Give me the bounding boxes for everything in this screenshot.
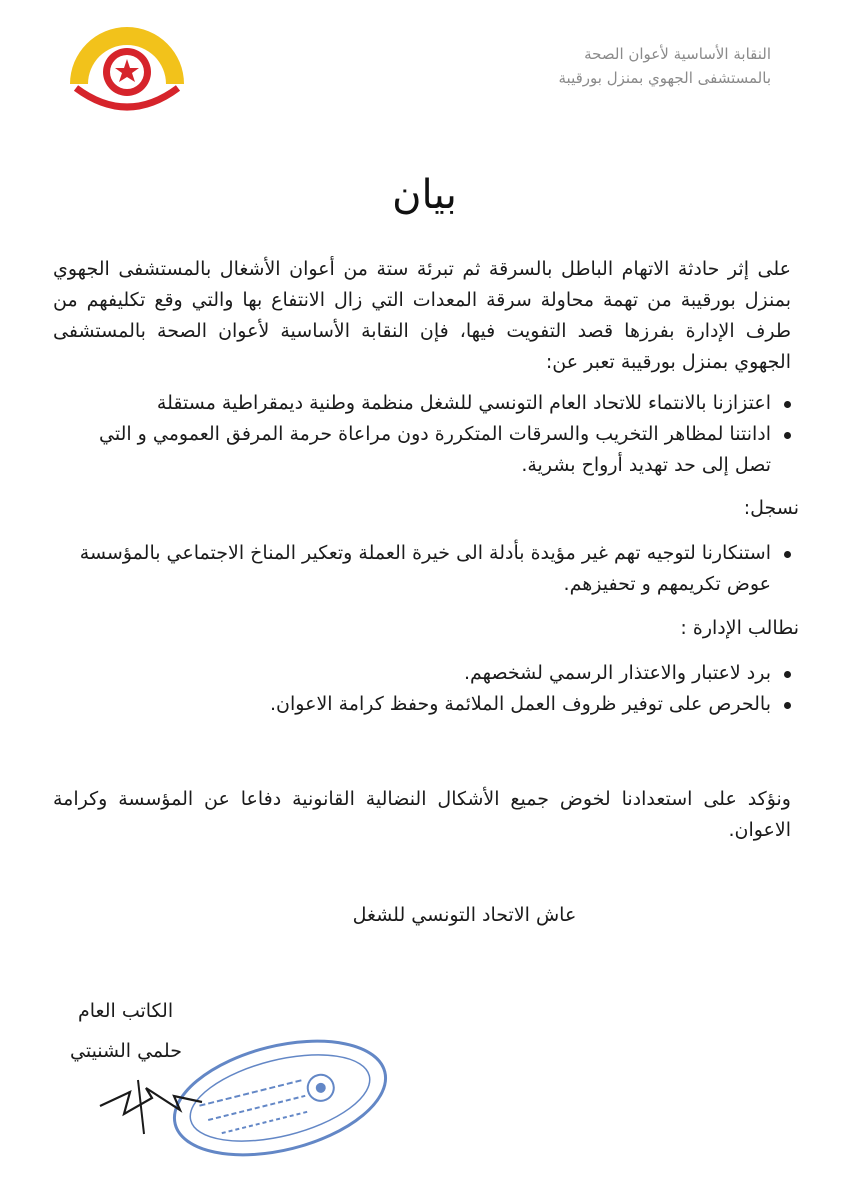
ugtt-logo xyxy=(62,22,192,114)
demand-list xyxy=(71,658,791,720)
closing-paragraph: ونؤكد على استعدادنا لخوض جميع الأشكال النضالية القانونية دفاعا عن المؤسسة وكرامة الاعوان. xyxy=(53,788,791,841)
header-line-2: بالمستشفى الجهوي بمنزل بورقيبة xyxy=(558,69,771,87)
document-title: بيان xyxy=(392,172,457,218)
record-label: نسجل: xyxy=(743,497,799,519)
list-item-text: ادانتنا لمظاهر التخريب والسرقات المتكررة دون مراعاة حرمة المرفق العمومي و التي تصل إلى حد تهديد أرواح بشرية. xyxy=(99,423,771,476)
header-line-1: النقابة الأساسية لأعوان الصحة xyxy=(584,45,771,63)
list-item-text: استنكارنا لتوجيه تهم غير مؤيدة بأدلة الى خيرة العملة وتعكير المناخ الاجتماعي بالمؤسسة عوض تكريمهم و تحفيزهم. xyxy=(79,542,771,595)
list-item xyxy=(71,689,791,720)
list-item xyxy=(71,419,791,481)
list-item xyxy=(71,538,791,600)
signatory-title: الكاتب العام xyxy=(78,1000,174,1022)
list-item xyxy=(71,658,791,689)
record-list xyxy=(71,538,791,600)
list-item xyxy=(71,388,791,419)
official-stamp xyxy=(90,1018,390,1168)
slogan: عاش الاتحاد التونسي للشغل xyxy=(352,904,577,926)
signatory-name: حلمي الشنيتي xyxy=(70,1040,182,1062)
intro-paragraph: على إثر حادثة الاتهام الباطل بالسرقة ثم تبرئة ستة من أعوان الأشغال بالمستشفى الجهوي بمنزل بورقيبة من تهمة محاولة سرقة المعدات التي زال الانتفاع بها والتي وقع تكليفهم من طرف الإدارة بفرزها قصد التفويت فيها، فإن النقابة الأساسية لأعوان الصحة بالمستشفى الجهوي بمنزل بورقيبة تعبر عن: xyxy=(53,258,791,373)
list-item-text: اعتزازنا بالانتماء للاتحاد العام التونسي للشغل منظمة وطنية ديمقراطية مستقلة xyxy=(156,392,771,414)
list-item-text: بالحرص على توفير ظروف العمل الملائمة وحفظ كرامة الاعوان. xyxy=(270,693,771,715)
union-header xyxy=(559,42,771,90)
list-item-text: برد لاعتبار والاعتذار الرسمي لشخصهم. xyxy=(464,662,771,684)
demand-label: نطالب الإدارة : xyxy=(680,617,799,639)
express-list xyxy=(71,388,791,481)
